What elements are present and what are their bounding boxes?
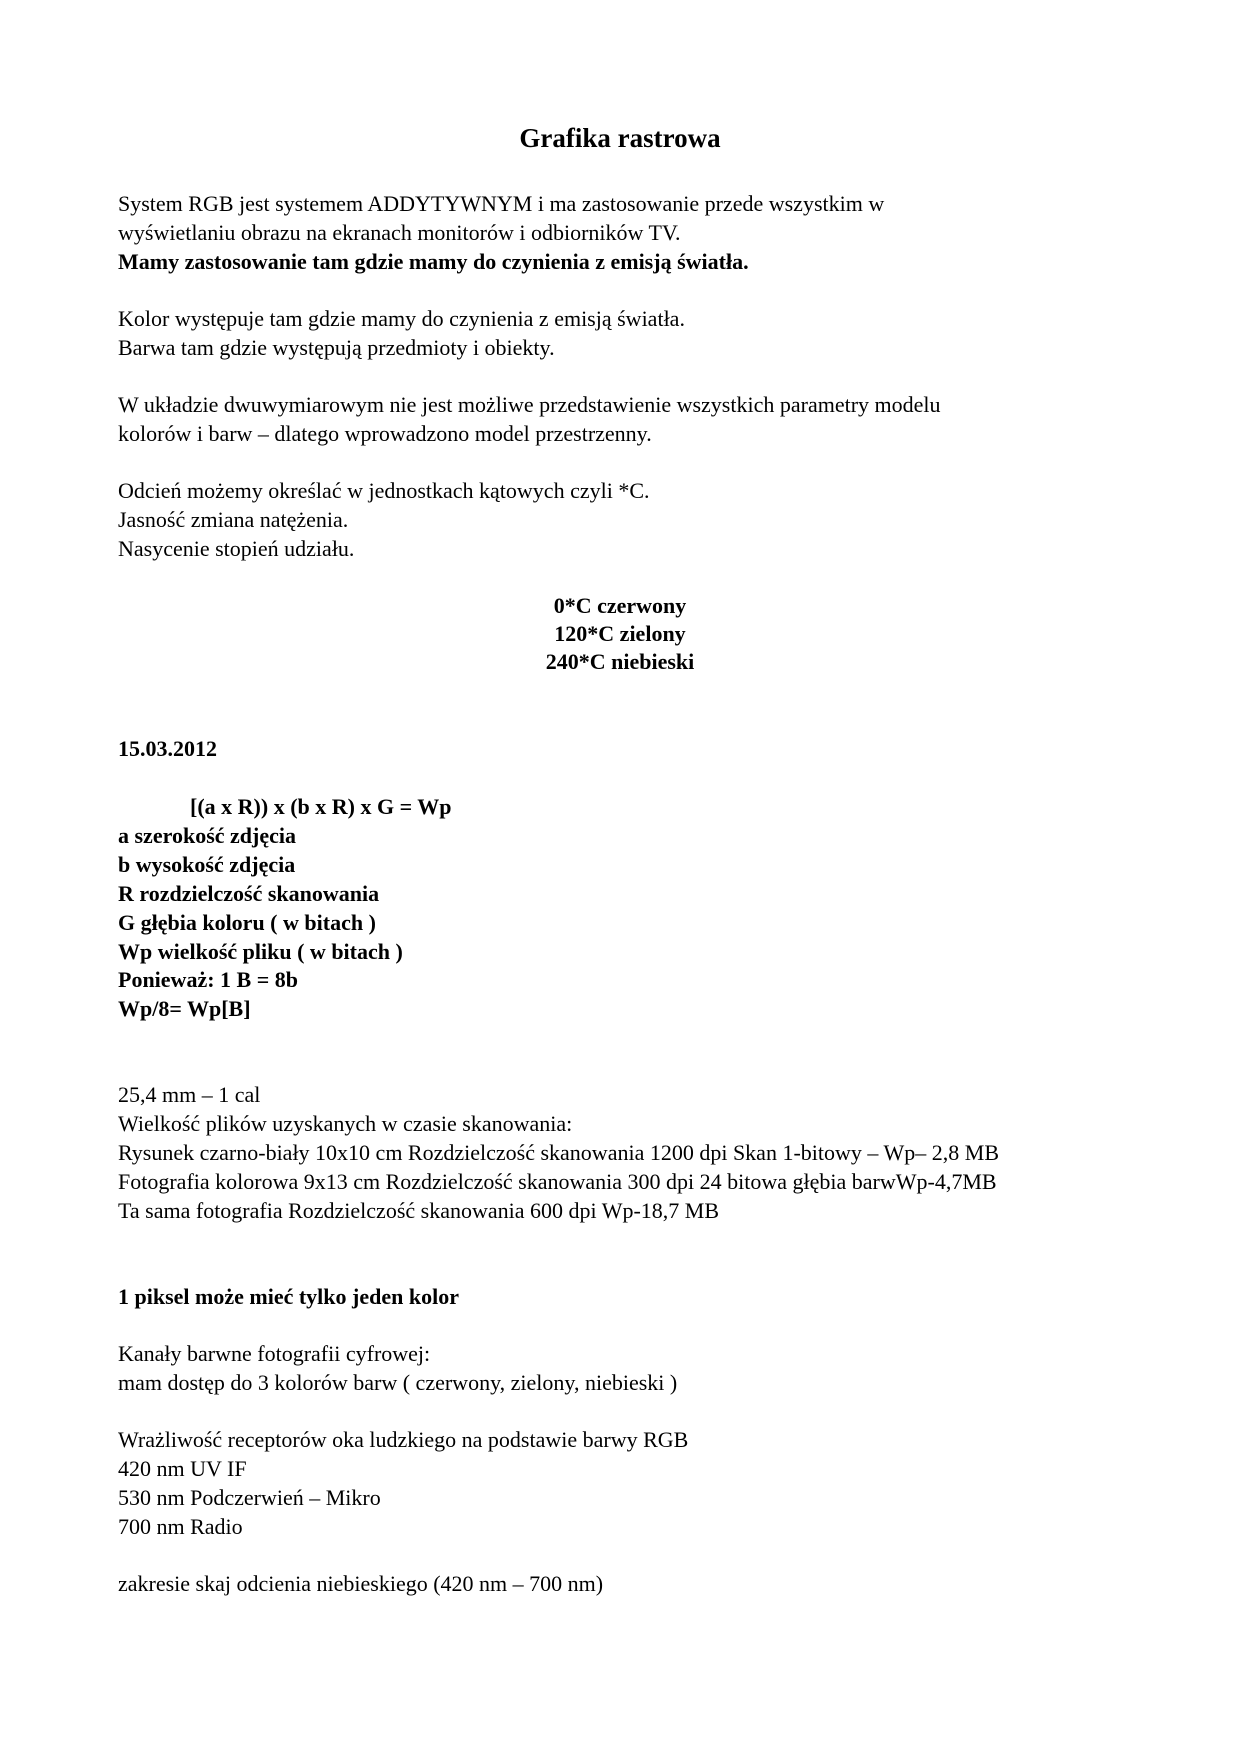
paragraph-line: System RGB jest systemem ADDYTYWNYM i ma zastosowanie przede wszystkim w [118, 191, 885, 216]
paragraph-bold-line: Mamy zastosowanie tam gdzie mamy do czynienia z emisją światła. [118, 249, 749, 274]
formula-legend-line: Ponieważ: 1 B = 8b [118, 967, 298, 992]
scan-info-line: Ta sama fotografia Rozdzielczość skanowania 600 dpi Wp-18,7 MB [118, 1198, 720, 1223]
document-title: Grafika rastrowa [519, 123, 721, 153]
receptors-line: Wrażliwość receptorów oka ludzkiego na podstawie barwy RGB [118, 1427, 689, 1452]
paragraph-line: Kolor występuje tam gdzie mamy do czynienia z emisją światła. [118, 306, 685, 331]
hue-line: 0*C czerwony [553, 593, 687, 618]
scan-info-line: Rysunek czarno-biały 10x10 cm Rozdzielczość skanowania 1200 dpi Skan 1-bitowy – Wp– 2,8 MB [118, 1140, 999, 1165]
formula-legend-line: G głębia koloru ( w bitach ) [118, 910, 376, 935]
scan-info-line: 25,4 mm – 1 cal [118, 1082, 261, 1107]
scan-info-line: Fotografia kolorowa 9x13 cm Rozdzielczość skanowania 300 dpi 24 bitowa głębia barwWp-4,7MB [118, 1169, 997, 1194]
paragraph-line: Nasycenie stopień udziału. [118, 536, 355, 561]
pixel-note: 1 piksel może mieć tylko jeden kolor [118, 1284, 459, 1309]
hue-line: 240*C niebieski [545, 649, 695, 674]
formula-legend-line: a szerokość zdjęcia [118, 823, 296, 848]
receptors-line: 530 nm Podczerwień – Mikro [118, 1485, 381, 1510]
formula-legend-line: Wp/8= Wp[B] [118, 996, 251, 1021]
paragraph-line: W układzie dwuwymiarowym nie jest możliwe przedstawienie wszystkich parametry modelu [118, 392, 941, 417]
formula-legend-line: R rozdzielczość skanowania [118, 881, 380, 906]
paragraph-line: Barwa tam gdzie występują przedmioty i obiekty. [118, 335, 555, 360]
scan-info-line: Wielkość plików uzyskanych w czasie skanowania: [118, 1111, 573, 1136]
paragraph-line: Odcień możemy określać w jednostkach kątowych czyli *C. [118, 478, 650, 503]
paragraph-line: wyświetlaniu obrazu na ekranach monitorów i odbiorników TV. [118, 220, 681, 245]
paragraph-line: Jasność zmiana natężenia. [118, 507, 349, 532]
hue-line: 120*C zielony [554, 621, 686, 646]
formula-legend-line: b wysokość zdjęcia [118, 852, 296, 877]
formula-legend-line: Wp wielkość pliku ( w bitach ) [118, 939, 403, 964]
last-line: zakresie skaj odcienia niebieskiego (420 nm – 700 nm) [118, 1571, 604, 1596]
channels-line: Kanały barwne fotografii cyfrowej: [118, 1341, 431, 1366]
channels-line: mam dostęp do 3 kolorów barw ( czerwony, zielony, niebieski ) [118, 1370, 678, 1395]
formula: [(a x R)) x (b x R) x G = Wp [190, 794, 452, 819]
paragraph-line: kolorów i barw – dlatego wprowadzono model przestrzenny. [118, 421, 652, 446]
receptors-line: 420 nm UV IF [118, 1456, 247, 1481]
receptors-line: 700 nm Radio [118, 1514, 243, 1539]
date-heading: 15.03.2012 [118, 736, 217, 761]
